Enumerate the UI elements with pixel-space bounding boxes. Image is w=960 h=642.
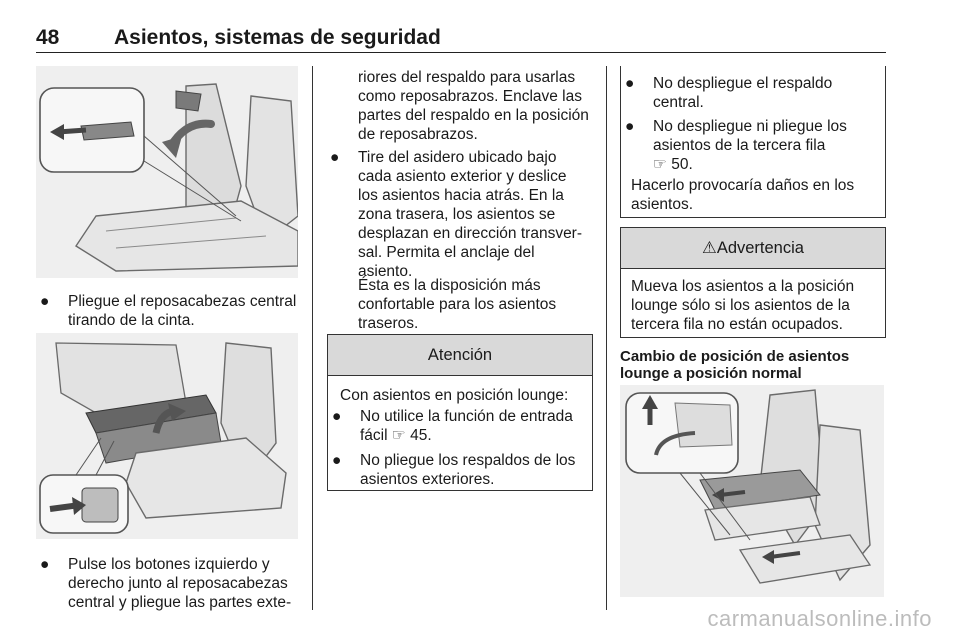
text-line: como reposabrazos. Enclave las (358, 88, 583, 105)
text-line: Ésta es la disposición más (358, 277, 541, 294)
text-line: No pliegue los respaldos de los (360, 452, 576, 469)
text-line: No utilice la función de entrada (360, 408, 573, 425)
list-item-text (360, 451, 575, 489)
text-line: No despliegue el respaldo (653, 75, 833, 92)
text-line: asiento. (358, 263, 413, 280)
text-line: lounge sólo si los asientos de la (631, 297, 850, 314)
list-item-text (68, 555, 291, 612)
text-line: riores del respaldo para usarlas (358, 69, 576, 86)
watermark: carmanualsonline.info (707, 606, 932, 631)
warning-box (620, 227, 886, 338)
bullet-glyph: ● (330, 149, 340, 166)
list-item-text (68, 292, 296, 330)
text-line: tirando de la cinta. (68, 312, 195, 329)
attention-title: Atención (328, 334, 592, 376)
list-item-text (358, 148, 582, 281)
text-line: central y pliegue las partes exte- (68, 594, 292, 611)
text-line: tercera fila no están ocupados. (631, 316, 843, 333)
list-item-text (653, 117, 847, 174)
text-line: desplazan en dirección transver- (358, 225, 583, 242)
text-line: asientos. (631, 196, 694, 213)
text-line: cada asiento exterior y deslice (358, 168, 567, 185)
text-line: zona trasera, los asientos se (358, 206, 556, 223)
text-line: sal. Permita el anclaje del (358, 244, 535, 261)
page-header (36, 26, 886, 53)
section-subheading (620, 348, 884, 382)
text-line: No despliegue ni pliegue los (653, 118, 847, 135)
text-line: Mueva los asientos a la posición (631, 278, 855, 295)
text-line: lounge a posición normal (620, 365, 802, 382)
text-line: ☞ 50. (653, 156, 693, 173)
figure-lounge-to-normal (620, 385, 884, 597)
text-line: Hacerlo provocaría daños en los (631, 177, 855, 194)
warning-text (631, 277, 883, 334)
attention-intro: Con asientos en posición lounge: (340, 387, 569, 404)
consequence-text (631, 176, 881, 214)
text-line: fácil ☞ 45. (360, 427, 432, 444)
paragraph-continuation (358, 68, 604, 144)
warning-title: ⚠Advertencia (621, 227, 885, 269)
text-line: traseros. (358, 315, 419, 332)
text-line: asientos de la tercera fila (653, 137, 826, 154)
text-line: Tire del asidero ubicado bajo (358, 149, 557, 166)
text-line: los asientos hacia atrás. En la (358, 187, 564, 204)
bullet-glyph: ● (40, 556, 50, 573)
text-line: Pliegue el reposacabezas central (68, 293, 297, 310)
attention-box (327, 334, 593, 491)
bullet-glyph: ● (332, 452, 342, 469)
column-rule-left (312, 66, 313, 610)
text-line: central. (653, 94, 704, 111)
text-line: derecho junto al reposacabezas (68, 575, 288, 592)
page-title: Asientos, sistemas de seguridad (114, 26, 441, 49)
text-line: partes del respaldo en la posición (358, 107, 589, 124)
text-line: confortable para los asientos (358, 296, 557, 313)
text-line: Cambio de posición de asientos (620, 348, 850, 365)
bullet-glyph: ● (625, 118, 635, 135)
bullet-glyph: ● (625, 75, 635, 92)
list-item-text (360, 407, 573, 445)
figure-armrest-buttons (36, 333, 298, 539)
list-item-text (653, 74, 832, 112)
attention-box-continued (620, 66, 886, 218)
bullet-glyph: ● (40, 293, 50, 310)
text-line: asientos exteriores. (360, 471, 495, 488)
bullet-glyph: ● (332, 408, 342, 425)
text-line: Pulse los botones izquierdo y (68, 556, 270, 573)
page-number: 48 (36, 26, 60, 49)
text-line: de reposabrazos. (358, 126, 478, 143)
figure-headrest-fold (36, 66, 298, 278)
column-rule-right (606, 66, 607, 610)
paragraph-note (358, 276, 604, 333)
